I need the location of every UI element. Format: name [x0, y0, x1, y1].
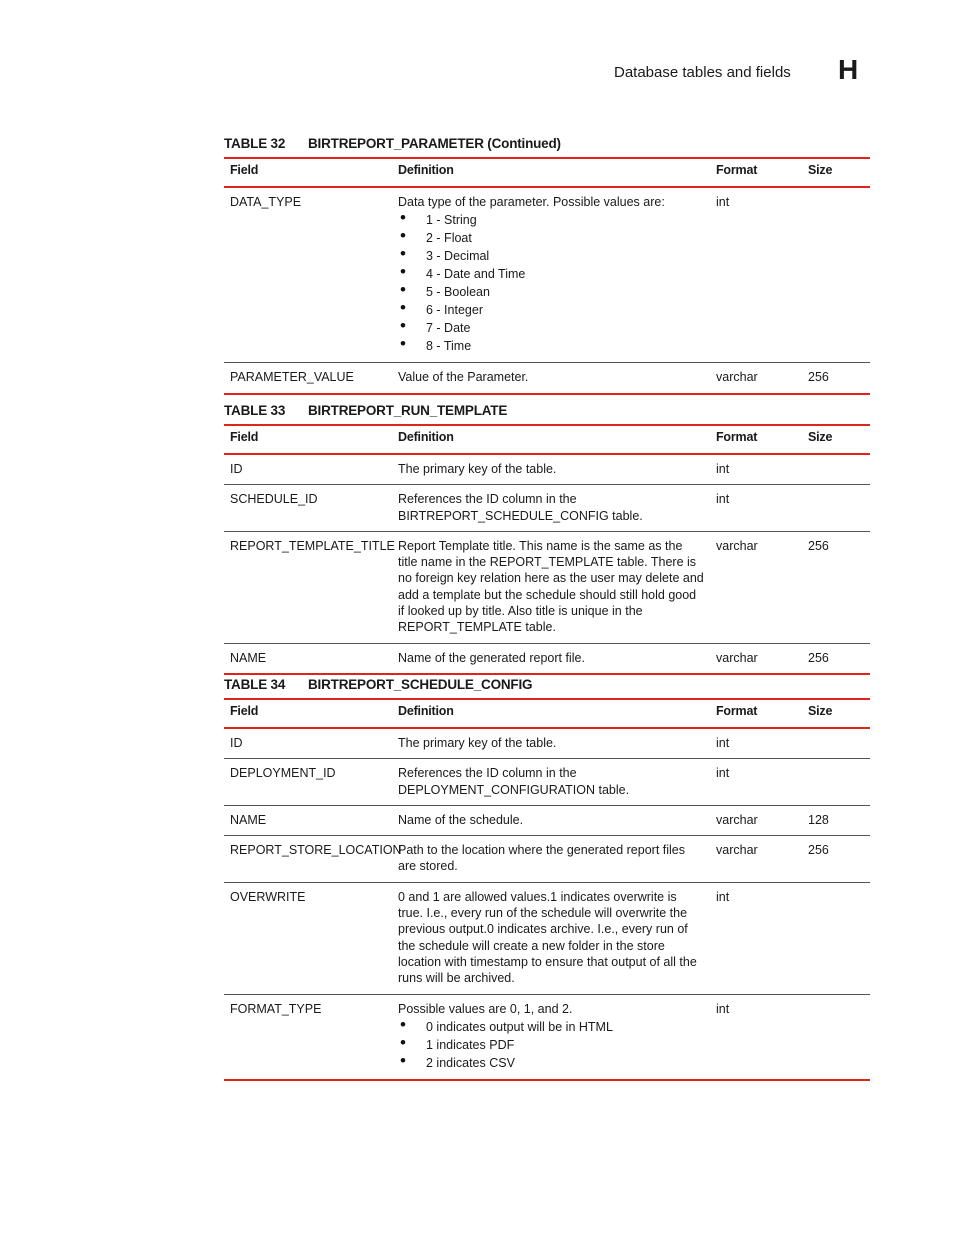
list-item: • 2 indicates CSV — [398, 1054, 704, 1072]
column-header-definition: Definition — [398, 430, 454, 444]
format-cell: varchar — [716, 370, 758, 385]
list-item: • 1 - String — [398, 211, 704, 229]
table-caption — [224, 403, 507, 418]
size-cell: 256 — [808, 650, 829, 665]
size-cell — [802, 728, 870, 759]
format-cell: varchar — [716, 843, 758, 858]
page-header-title: Database tables and fields — [614, 64, 791, 81]
format-cell: varchar — [716, 538, 758, 553]
size-cell — [802, 485, 870, 532]
table-row — [224, 643, 870, 674]
definition-cell: References the ID column in the BIRTREPORT_SCHEDULE_CONFIG table. — [398, 492, 643, 523]
size-cell — [802, 994, 870, 1080]
column-header-definition: Definition — [398, 163, 454, 177]
size-cell — [802, 454, 870, 485]
column-header-size: Size — [808, 163, 833, 177]
table-row — [224, 805, 870, 835]
definition-cell: Report Template title. This name is the same as the title name in the REPORT_TEMPLATE table. There is no foreign key relation here as the user may delete and add a template but the schedule should still hold good if looked up by title. Also title is unique in the REPORT_TEMPLATE table. — [398, 538, 704, 635]
definition-cell — [392, 187, 710, 363]
table-row — [224, 531, 870, 643]
column-header-field: Field — [230, 430, 259, 444]
table-row — [224, 187, 870, 363]
field-cell: PARAMETER_VALUE — [230, 370, 354, 385]
table-header-row — [224, 699, 870, 728]
column-header-field: Field — [230, 704, 259, 718]
size-cell — [802, 187, 870, 363]
table-row — [224, 994, 870, 1080]
table-birtreport-schedule-config — [224, 698, 870, 1081]
field-cell: REPORT_TEMPLATE_TITLE — [230, 538, 395, 553]
size-cell — [802, 882, 870, 994]
table-row — [224, 836, 870, 883]
appendix-letter: H — [838, 54, 859, 85]
table-row — [224, 454, 870, 485]
definition-cell — [392, 994, 710, 1080]
table-number: TABLE 32 — [224, 136, 286, 151]
column-header-size: Size — [808, 430, 833, 444]
field-cell: NAME — [230, 812, 267, 827]
table-name: BIRTREPORT_RUN_TEMPLATE — [308, 403, 508, 418]
size-cell: 256 — [808, 538, 829, 553]
definition-text: Data type of the parameter. Possible values are: — [398, 195, 665, 209]
format-cell: int — [716, 889, 730, 904]
table-name: BIRTREPORT_PARAMETER (Continued) — [308, 136, 561, 151]
column-header-format: Format — [716, 163, 758, 177]
field-cell: OVERWRITE — [230, 889, 306, 904]
table-row — [224, 728, 870, 759]
table-caption — [224, 677, 532, 692]
table-row — [224, 485, 870, 532]
format-cell: int — [716, 492, 730, 507]
field-cell: DATA_TYPE — [230, 195, 302, 209]
table-header-row — [224, 158, 870, 187]
value-list — [398, 1018, 704, 1072]
column-header-format: Format — [716, 430, 758, 444]
definition-cell: 0 and 1 are allowed values.1 indicates overwrite is true. I.e., every run of the schedule will overwrite the previous output.0 indicates archive. I.e., every run of the schedule will create a new folder in the store location with timestamp to ensure that output of all the runs will be archived. — [398, 889, 697, 986]
format-cell: int — [716, 736, 730, 750]
list-item: • 6 - Integer — [398, 301, 704, 319]
table-row — [224, 759, 870, 806]
definition-cell: Path to the location where the generated report files are stored. — [398, 843, 685, 874]
list-item: • 2 - Float — [398, 229, 704, 247]
value-list — [398, 211, 704, 355]
table-row — [224, 363, 870, 394]
field-cell: ID — [230, 736, 243, 750]
column-header-format: Format — [716, 704, 758, 718]
list-item: • 1 indicates PDF — [398, 1036, 704, 1054]
table-name: BIRTREPORT_SCHEDULE_CONFIG — [308, 677, 533, 692]
list-item: • 8 - Time — [398, 337, 704, 355]
table-birtreport-run-template — [224, 424, 870, 675]
field-cell: DEPLOYMENT_ID — [230, 766, 336, 781]
table-header-row — [224, 425, 870, 454]
format-cell: varchar — [716, 812, 758, 827]
size-cell: 256 — [808, 370, 829, 385]
field-cell: ID — [230, 462, 243, 476]
table-number: TABLE 33 — [224, 403, 286, 418]
format-cell: int — [716, 462, 730, 476]
definition-cell: The primary key of the table. — [398, 736, 557, 750]
definition-cell: Name of the generated report file. — [398, 650, 585, 665]
list-item: • 5 - Boolean — [398, 283, 704, 301]
column-header-field: Field — [230, 163, 259, 177]
definition-text: Possible values are 0, 1, and 2. — [398, 1001, 573, 1016]
table-birtreport-parameter — [224, 157, 870, 395]
format-cell: int — [716, 1001, 730, 1016]
format-cell: varchar — [716, 650, 758, 665]
list-item: • 7 - Date — [398, 319, 704, 337]
list-item: • 0 indicates output will be in HTML — [398, 1018, 704, 1036]
size-cell: 128 — [808, 812, 829, 827]
field-cell: NAME — [230, 650, 267, 665]
column-header-definition: Definition — [398, 704, 454, 718]
format-cell: int — [716, 766, 730, 781]
format-cell: int — [716, 195, 730, 209]
field-cell: REPORT_STORE_LOCATION — [230, 843, 402, 858]
table-caption — [224, 136, 561, 151]
definition-cell: The primary key of the table. — [398, 462, 557, 476]
field-cell: FORMAT_TYPE — [230, 1001, 322, 1016]
list-item: • 3 - Decimal — [398, 247, 704, 265]
field-cell: SCHEDULE_ID — [230, 492, 318, 507]
list-item: • 4 - Date and Time — [398, 265, 704, 283]
definition-cell: References the ID column in the DEPLOYMENT_CONFIGURATION table. — [398, 766, 630, 797]
definition-cell: Name of the schedule. — [398, 812, 524, 827]
column-header-size: Size — [808, 704, 833, 718]
size-cell: 256 — [808, 843, 829, 858]
table-row — [224, 882, 870, 994]
definition-cell: Value of the Parameter. — [398, 370, 529, 385]
table-number: TABLE 34 — [224, 677, 286, 692]
size-cell — [802, 759, 870, 806]
